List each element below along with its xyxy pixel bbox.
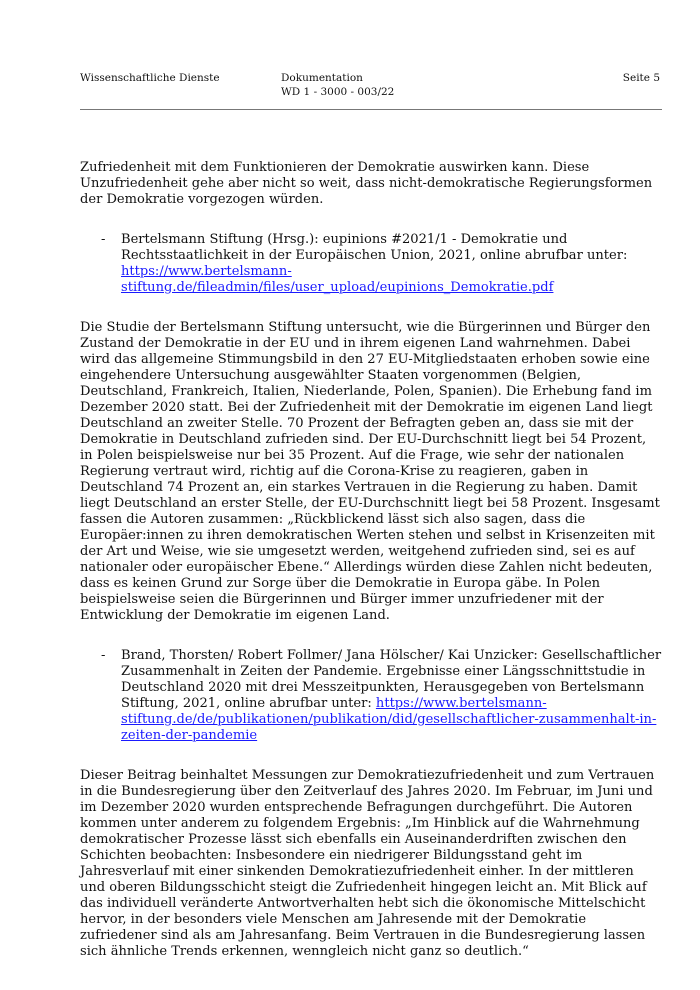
reference-link-1[interactable]: https://www.bertelsmann-stiftung.de/fileadmin/files/user_upload/eupinions_Demokratie.pdf — [121, 264, 554, 295]
reference-item-1 — [80, 232, 662, 296]
paragraph-3: Dieser Beitrag beinhaltet Messungen zur Demokratiezufriedenheit und zum Vertrauen in die Bundesregierung über den Zeitverlauf des Jahres 2020. Im Februar, im Juni und im Dezember 2020 wurden entsprechende Befragungen durchgeführt. Die Autoren kommen unter anderem zu folgendem Ergebnis: „Im Hinblick auf die Wahrnehmung demokratischer Prozesse lässt sich ebenfalls ein Auseinanderdriften zwischen den Schichten beobachten: Insbesondere ein niedrigerer Bildungsstand geht im Jahresverlauf mit einer sinkenden Demokratiezufriedenheit einher. In der mittleren und oberen Bildungsschicht steigt die Zufriedenheit hingegen leicht an. Mit Blick auf das individuell veränderte Antwortverhalten hebt sich die ökonomische Mittelschicht hervor, in der besonders viele Menschen am Jahresende mit der Demokratie zufriedener sind als am Jahresanfang. Beim Vertrauen in die Bundesregierung lassen sich ähnliche Trends erkennen, wenngleich nicht ganz so deutlich.“ — [80, 768, 655, 959]
header-page-number: Seite 5 — [622, 72, 660, 84]
reference-text-1: Bertelsmann Stiftung (Hrsg.): eupinions #2021/1 - Demokratie und Rechtsstaatlichkeit in der Europäischen Union, 2021, online abrufbar unter: — [121, 232, 628, 263]
reference-link-2[interactable]: https://www.bertelsmann-stiftung.de/de/publikationen/publikation/did/gesellschaftlicher-zusammenhalt-in-zeiten-der-pandemie — [121, 696, 657, 743]
header-document-info — [281, 71, 394, 99]
paragraph-1: Zufriedenheit mit dem Funktionieren der Demokratie auswirken kann. Diese Unzufriedenheit gehe aber nicht so weit, dass nicht-demokratische Regierungsformen der Demokratie vorgezogen würden. — [80, 160, 653, 207]
reference-item-2 — [80, 648, 662, 744]
header-divider — [80, 109, 662, 110]
bullet-dash: - — [101, 232, 106, 247]
header-doc-type: Dokumentation — [281, 72, 363, 84]
paragraph-2: Die Studie der Bertelsmann Stiftung untersucht, wie die Bürgerinnen und Bürger den Zustand der Demokratie in der EU und in ihrem eigenen Land wahrnehmen. Dabei wird das allgemeine Stimmungsbild in den 27 EU-Mitgliedstaaten erhoben sowie eine eingehendere Untersuchung ausgewählter Staaten vorgenommen (Belgien, Deutschland, Frankreich, Italien, Niederlande, Polen, Spanien). Die Erhebung fand im Dezember 2020 statt. Bei der Zufriedenheit mit der Demokratie im eigenen Land liegt Deutschland an zweiter Stelle. 70 Prozent der Befragten geben an, dass sie mit der Demokratie in Deutschland zufrieden sind. Der EU-Durchschnitt liegt bei 54 Prozent, in Polen beispielsweise nur bei 35 Prozent. Auf die Frage, wie sehr der nationalen Regierung vertraut wird, richtig auf die Corona-Krise zu reagieren, gaben in Deutschland 74 Prozent an, ein starkes Vertrauen in die Regierung zu haben. Damit liegt Deutschland an erster Stelle, der EU-Durchschnitt liegt bei 58 Prozent. Insgesamt fassen die Autoren zusammen: „Rückblickend lässt sich also sagen, dass die Europäer:innen zu ihren demokratischen Werten stehen und selbst in Krisenzeiten mit der Art und Weise, wie sie umgesetzt werden, weitgehend zufrieden sind, sei es auf nationaler oder europäischer Ebene.“ Allerdings würden diese Zahlen nicht bedeuten, dass es keinen Grund zur Sorge über die Demokratie in Europa gäbe. In Polen beispielsweise seien die Bürgerinnen und Bürger immer unzufriedener mit der Entwicklung der Demokratie im eigenen Land. — [80, 320, 660, 623]
header-institution: Wissenschaftliche Dienste — [80, 72, 220, 84]
header-doc-number: WD 1 - 3000 - 003/22 — [281, 86, 395, 98]
document-body — [80, 160, 662, 960]
bullet-dash: - — [101, 648, 106, 663]
reference-text-2: Brand, Thorsten/ Robert Follmer/ Jana Hölscher/ Kai Unzicker: Gesellschaftlicher Zusammenhalt in Zeiten der Pandemie. Ergebnisse einer Längsschnittstudie in Deutschland 2020 mit drei Messzeitpunkten, Herausgegeben von Bertelsmann Stiftung, 2021, online abrufbar unter: — [121, 648, 662, 711]
